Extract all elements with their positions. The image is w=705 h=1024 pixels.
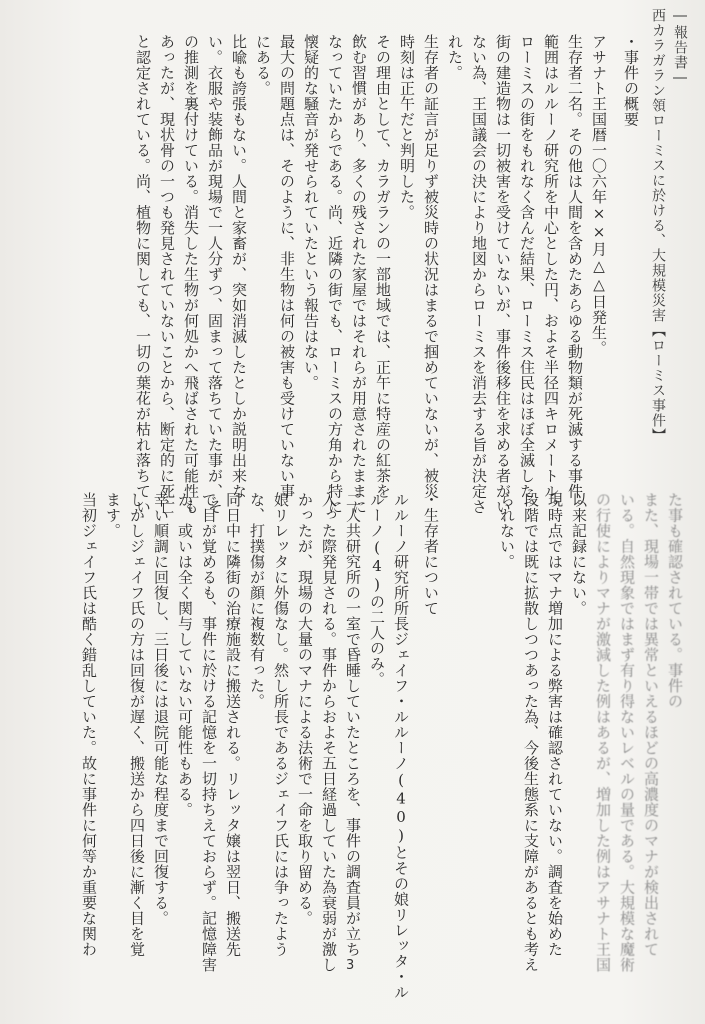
text-line: で目が覚めるも、事件に於ける記憶を一切持ちえておらず。記憶障害: [200, 492, 218, 973]
text-line: にある。: [254, 34, 272, 96]
text-line: 以来記録にない。: [570, 492, 588, 616]
text-line: れた。: [446, 34, 464, 81]
text-line: 娘リレッタに外傷なし。然し所長であるジェイフ氏には争ったよう: [272, 492, 290, 957]
report-header: [647, 8, 691, 443]
text-line: また、現場一帯では異常といえるほどの高濃度のマナが検出されて: [642, 492, 660, 957]
text-line: ・事件の概要: [622, 34, 640, 127]
text-line: いる。自然現象ではまず有り得ないレベルの量である。大規模な魔術: [618, 492, 636, 973]
text-line: られない。: [498, 492, 516, 570]
text-line: の推測を裏付けている。消失した生物が何処かへ飛ばされた可能性も: [182, 34, 200, 515]
text-line: 生存者二名。その他は人間を含めたあらゆる動物類が死滅する事件。: [566, 34, 584, 515]
text-line: と認定されている。尚、植物に関しても、一切の葉花が枯れ落ちてい: [134, 34, 152, 515]
text-line: 段階では既に拡散しつつあった為、今後生態系に支障があるとも考え: [522, 492, 540, 973]
text-line: しかしジェイフ氏の方は回復が遅く、搬送から四日後に漸く目を覚: [128, 492, 146, 957]
report-title: 西カラガラン領ローミスに於ける、大規模災害【ローミス事件】: [650, 8, 666, 443]
text-line: かったが、現場の大量のマナによる法術で一命を取り留める。: [296, 492, 314, 926]
text-line: ない為、王国議会の決により地図からローミスを消去する旨が決定さ: [470, 34, 488, 515]
text-line: 二人共研究所の一室で昏睡していたところを、事件の調査員が立ち: [344, 492, 362, 957]
text-line: な、打撲傷が顔に複数有った。: [248, 492, 266, 709]
text-line: 時刻は正午だと判明した。: [398, 34, 416, 220]
text-line: ローミスの街をもれなく含んだ結果、ローミス住民はほぼ全滅した。: [518, 34, 536, 515]
text-line: アサナト王国暦一〇六年××月△△日発生。: [590, 34, 608, 356]
text-line: 懐疑的な騒音が発せられていたという報告はない。: [302, 34, 320, 391]
text-line: 生存者の証言が足りず被災時の状況はまるで掴めていないが、被災: [422, 34, 440, 499]
text-line: 同日中に隣街の治療施設に搬送される。リレッタ嬢は翌日、搬送先: [224, 492, 242, 957]
text-line: その理由として、カラガランの一部地域では、正午に特産の紅茶を: [374, 34, 392, 499]
text-line: 幸い順調に回復し、三日後には退院可能な程度まで回復する。: [152, 492, 170, 926]
text-line: あったが、現状骨の一つも発見されていないことから、断定的に死亡: [158, 34, 176, 515]
text-line: ます。: [104, 492, 122, 539]
text-line: 街の建造物は一切被害を受けていないが、事件後移住を求める者がい: [494, 34, 512, 515]
text-line: か、或いは全く関与していない可能性もある。: [176, 492, 194, 818]
text-line: ・生存者について: [422, 492, 440, 616]
text-line: ルルーノ研究所所長ジェイフ・ルルーノ(40)とその娘リレッタ・ル: [392, 492, 410, 1000]
text-line: 範囲はルルーノ研究所を中心とした円、およそ半径四キロメートル。: [542, 34, 560, 515]
text-line: 当初ジェイフ氏は酷く錯乱していた。故に事件に何等か重要な関わ: [80, 492, 98, 957]
text-line: い。衣服や装飾品が現場で一人分ずつ、固まって落ちていた事が、そ: [206, 34, 224, 515]
text-line: なっていたからである。尚、近隣の街でも、ローミスの方角から特に: [326, 34, 344, 515]
text-line: 比喩も誇張もない。人間と家畜が、突如消滅したとしか説明出来な: [230, 34, 248, 499]
report-label: ―報告書―: [672, 8, 688, 87]
page-number: 3: [346, 958, 355, 973]
text-line: の行使によりマナが激減した例はあるが、増加した例はアサナト王国: [594, 492, 612, 973]
text-line: 最大の問題点は、そのように、非生物は何の被害も受けていない事: [278, 34, 296, 499]
text-line: 現時点ではマナ増加による弊害は確認されていない。調査を始めた: [546, 492, 564, 957]
text-line: た事も確認されている。事件の: [666, 492, 684, 709]
lower-left-text-block: [43, 492, 443, 1000]
text-line: ルーノ(4)の二人のみ。: [368, 492, 386, 687]
upper-text-block: [63, 34, 643, 515]
text-line: 飲む習慣があり、多くの残された家屋ではそれらが用意されたままに: [350, 34, 368, 515]
lower-right-text-block: [487, 492, 687, 973]
text-line: 入った際発見される。事件からおよそ五日経過していた為衰弱が激し: [320, 492, 338, 973]
